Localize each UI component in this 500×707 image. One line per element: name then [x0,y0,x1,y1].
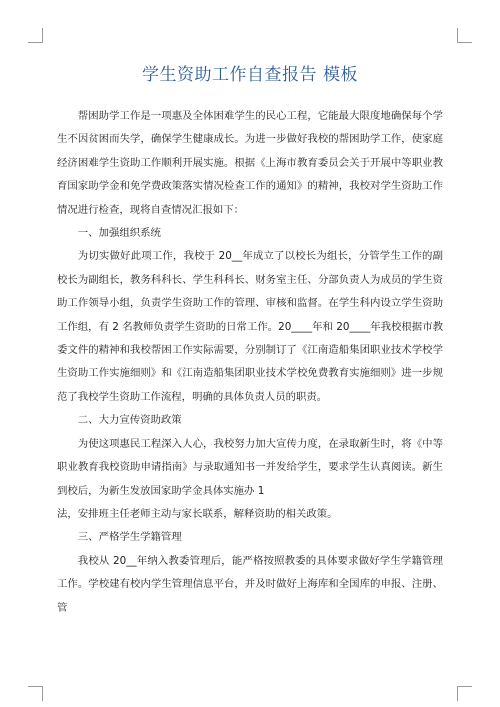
intro-paragraph: 帮困助学工作是一项惠及全体困难学生的民心工程，它能最大限度地确保每个学生不因贫困而失学，确保学生健康成长。为进一步做好我校的帮困助学工作，使家庭经济困难学生资助工作顺利开展实施。根据《上海市教育委员会关于开展中等职业教育国家助学金和免学费政策落实情况检查工作的通知》的精神，我校对学生资助工作情况进行检查，现将自查情况汇报如下： [57,110,443,216]
section-heading-organization: 一、加强组织系统 [77,227,161,240]
crop-mark-bottom-right [457,686,472,701]
organization-paragraph: 为切实做好此项工作，我校于 20__年成立了以校长为组长，分管学生工作的副校长为副组长，教务科科长、学生科科长、财务室主任、分部负责人为成员的学生资助工作领导小组，负责学生资助工作的管理、审核和监督。在学生科内设立学生资助工作组，有 2 名教师负责学生资助的日常工作。20____年和 20____年我校根据市教委文件的精神和我校帮困工作实际需要，分别制订了《江南造船集团职业技术学校学生资助工作实施细则》和《江南造船集团职业技术学校免费教育实施细则》进一步规范了我校学生资助工作流程，明确的具体负责人员的职责。 [57,250,443,403]
section-heading-publicity: 二、大力宣传资助政策 [77,414,182,427]
publicity-paragraph: 为使这项惠民工程深入人心，我校努力加大宣传力度，在录取新生时，将《中等职业教育我校资助申请指南》与录取通知书一并发给学生，要求学生认真阅读。新生到校后，为新生发放国家助学金具体实施办 1 [57,437,443,497]
document-page [57,60,443,620]
document-title: 学生资助工作自查报告 模板 [142,65,358,85]
enrollment-paragraph: 我校从 20__年纳入教委管理后，能严格按照教委的具体要求做好学生学籍管理工作。学校建有校内学生管理信息平台，并及时做好上海库和全国库的申报、注册、管 [57,554,443,614]
crop-mark-bottom-left [28,686,43,701]
crop-mark-top-right [457,28,472,43]
section-heading-enrollment: 三、严格学生学籍管理 [77,531,182,544]
publicity-continuation: 法，安排班主任老师主动与家长联系，解释资助的相关政策。 [57,507,338,520]
crop-mark-top-left [28,28,43,43]
